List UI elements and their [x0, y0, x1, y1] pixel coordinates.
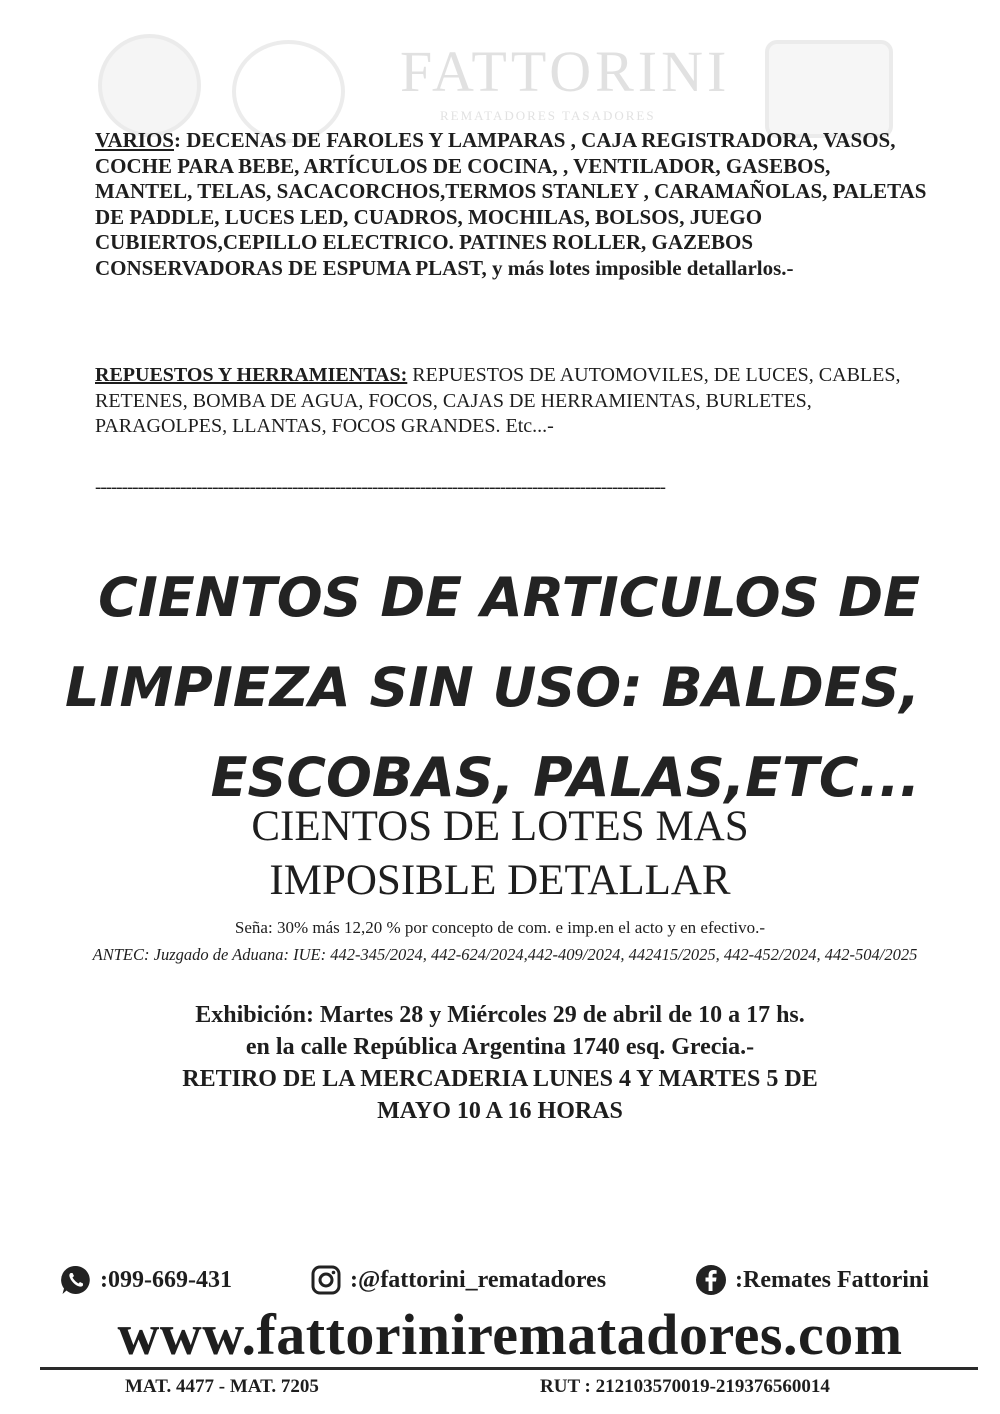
dashed-divider: ----------------------------------------------------------------------------------------------------------- [95, 478, 666, 498]
website-url[interactable]: www.fattorinirematadores.com [117, 1302, 903, 1367]
phone-number: :099-669-431 [100, 1266, 232, 1293]
repuestos-text: REPUESTOS DE AUTOMOVILES, DE LUCES, CABLES, RETENES, BOMBA DE AGUA, FOCOS, CAJAS DE HERRAMIENTAS, BURLETES, PARAGOLPES, LLANTAS, FOCOS GRANDES. Etc...- [95, 364, 901, 437]
facebook-icon [695, 1264, 727, 1296]
exhibition-line-4: MAYO 10 A 16 HORAS [377, 1098, 623, 1124]
varios-text: : DECENAS DE FAROLES Y LAMPARAS , CAJA REGISTRADORA, VASOS, COCHE PARA BEBE, ARTÍCULOS DE COCINA, , VENTILADOR, GASEBOS, MANTEL, TELAS, SACACORCHOS,TERMOS STANLEY , CARAMAÑOLAS, PALETAS DE PADDLE, LUCES LED, CUADROS, MOCHILAS, BOLSOS, JUEGO CUBIERTOS,CEPILLO ELECTRICO. PATINES ROLLER, GAZEBOS CONSERVADORAS DE ESPUMA PLAST, y más lotes imposible detallarlos.- [95, 128, 927, 280]
ghost-brand-subtitle: REMATADORES TASADORES [440, 108, 656, 123]
ghost-logo-seal [98, 34, 201, 137]
instagram-contact[interactable] [310, 1264, 606, 1296]
repuestos-paragraph [95, 363, 930, 440]
social-contacts [60, 1264, 980, 1304]
ghost-brand: FATTORINI [400, 39, 731, 104]
headline [40, 553, 960, 823]
ghost-logo-emblem [765, 40, 893, 138]
whatsapp-contact[interactable] [60, 1264, 232, 1296]
varios-paragraph [95, 128, 930, 281]
headline-line-1: CIENTOS DE ARTICULOS DE [98, 566, 920, 629]
facebook-contact[interactable] [695, 1264, 929, 1296]
whatsapp-icon [60, 1264, 92, 1296]
varios-label: VARIOS [95, 128, 174, 152]
headline-line-2: LIMPIEZA SIN USO: BALDES, [64, 656, 920, 719]
instagram-icon [310, 1264, 342, 1296]
deposit-terms: Seña: 30% más 12,20 % por concepto de com. e imp.en el acto y en efectivo.- [234, 918, 766, 937]
exhibition-line-1: Exhibición: Martes 28 y Miércoles 29 de abril de 10 a 17 hs. [195, 1002, 805, 1028]
sub-headline-line-2: IMPOSIBLE DETALLAR [269, 857, 731, 904]
court-reference: ANTEC: Juzgado de Aduana: IUE: 442-345/2024, 442-624/2024,442-409/2024, 442415/2025, 442-452/2024, 442-504/2025 [92, 945, 918, 964]
instagram-handle: :@fattorini_rematadores [350, 1266, 607, 1293]
headline-line-3: ESCOBAS, PALAS,ETC... [210, 746, 920, 809]
exhibition-info [40, 999, 960, 1127]
rut-number: RUT : 212103570019-219376560014 [540, 1376, 830, 1397]
repuestos-label: REPUESTOS Y HERRAMIENTAS: [95, 364, 408, 386]
website-underline [40, 1367, 978, 1370]
sub-headline-line-1: CIENTOS DE LOTES MAS [251, 803, 749, 850]
exhibition-line-2: en la calle República Argentina 1740 esq. Grecia.- [245, 1034, 755, 1060]
facebook-page: :Remates Fattorini [735, 1266, 929, 1293]
exhibition-line-3: RETIRO DE LA MERCADERIA LUNES 4 Y MARTES 5 DE [182, 1066, 818, 1092]
sub-headline [40, 800, 960, 908]
registration-numbers: MAT. 4477 - MAT. 7205 [125, 1376, 319, 1397]
